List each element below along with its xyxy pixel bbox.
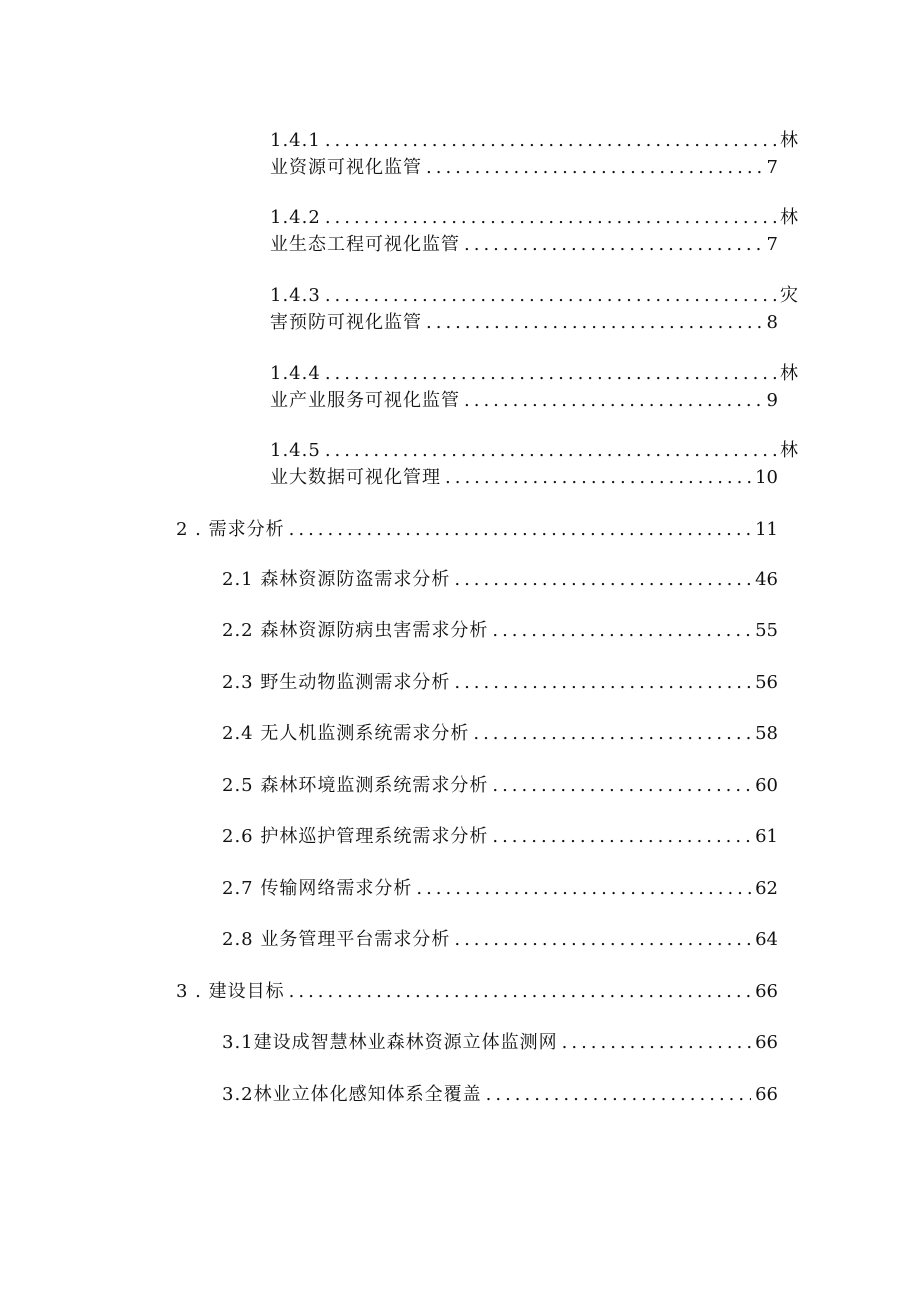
- dot-leader: [426, 311, 763, 335]
- toc-page-number: 11: [755, 519, 778, 540]
- toc-entry-2[interactable]: [176, 518, 778, 542]
- toc-entry-2-7[interactable]: [222, 877, 778, 901]
- dot-leader: [464, 389, 763, 413]
- dot-leader: [289, 518, 751, 542]
- dot-leader: [289, 980, 751, 1004]
- dot-leader: [486, 1083, 751, 1107]
- toc-page-number: 62: [755, 878, 778, 899]
- dot-leader: [473, 722, 751, 746]
- toc-number: 1.4.5: [270, 440, 321, 461]
- toc-title: 3 . 建设目标: [176, 981, 285, 1002]
- dot-leader: [445, 466, 751, 490]
- dot-leader: [325, 284, 776, 308]
- toc-entry-3-2[interactable]: [222, 1083, 778, 1107]
- toc-entry-1-4-2-line1[interactable]: [270, 206, 798, 230]
- toc-page-number: 7: [766, 157, 778, 178]
- toc-page-number: 66: [755, 1032, 778, 1053]
- toc-page-number: 60: [755, 775, 778, 796]
- toc-title-wrap: 林: [780, 130, 798, 151]
- dot-leader: [325, 362, 776, 386]
- toc-page-number: 46: [755, 569, 778, 590]
- toc-entry-2-8[interactable]: [222, 928, 778, 952]
- toc-title: 业大数据可视化管理: [270, 467, 441, 488]
- dot-leader: [454, 568, 751, 592]
- toc-title-wrap: 灾: [780, 285, 798, 306]
- dot-leader: [492, 774, 751, 798]
- toc-title: 业产业服务可视化监管: [270, 390, 460, 411]
- toc-page-number: 66: [755, 981, 778, 1002]
- toc-entry-1-4-3-line1[interactable]: [270, 284, 798, 308]
- toc-entry-3[interactable]: [176, 980, 778, 1004]
- toc-title-wrap: 林: [780, 440, 798, 461]
- toc-title: 2.2 森林资源防病虫害需求分析: [222, 620, 489, 641]
- toc-entry-1-4-4-line1[interactable]: [270, 362, 798, 386]
- toc-title: 2.7 传输网络需求分析: [222, 878, 413, 899]
- dot-leader: [325, 439, 776, 463]
- toc-title: 2.4 无人机监测系统需求分析: [222, 723, 470, 744]
- dot-leader: [454, 928, 751, 952]
- toc-title-wrap: 林: [780, 207, 798, 228]
- toc-page-number: 7: [766, 234, 778, 255]
- toc-page-number: 61: [755, 826, 778, 847]
- dot-leader: [325, 206, 776, 230]
- toc-entry-1-4-5-line1[interactable]: [270, 439, 798, 463]
- toc-entry-2-2[interactable]: [222, 619, 778, 643]
- toc-title: 2.5 森林环境监测系统需求分析: [222, 775, 489, 796]
- toc-entry-1-4-3-line2[interactable]: [270, 311, 778, 335]
- toc-entry-2-4[interactable]: [222, 722, 778, 746]
- dot-leader: [562, 1031, 751, 1055]
- toc-title: 3.1建设成智慧林业森林资源立体监测网: [222, 1032, 558, 1053]
- toc-entry-1-4-1-line1[interactable]: [270, 129, 798, 153]
- toc-entry-1-4-1-line2[interactable]: [270, 156, 778, 180]
- toc-number: 1.4.1: [270, 130, 321, 151]
- toc-entry-1-4-5-line2[interactable]: [270, 466, 778, 490]
- toc-title: 害预防可视化监管: [270, 312, 422, 333]
- toc-page-number: 56: [755, 672, 778, 693]
- toc-number: 1.4.3: [270, 285, 321, 306]
- toc-title: 2.1 森林资源防盗需求分析: [222, 569, 451, 590]
- toc-title: 2.8 业务管理平台需求分析: [222, 929, 451, 950]
- toc-page-number: 8: [766, 312, 778, 333]
- dot-leader: [454, 671, 751, 695]
- toc-entry-2-5[interactable]: [222, 774, 778, 798]
- toc-entry-3-1[interactable]: [222, 1031, 778, 1055]
- toc-title: 2 . 需求分析: [176, 519, 285, 540]
- toc-page-number: 64: [755, 929, 778, 950]
- toc-number: 1.4.2: [270, 207, 321, 228]
- toc-entry-2-6[interactable]: [222, 825, 778, 849]
- toc-title: 业资源可视化监管: [270, 157, 422, 178]
- toc-entry-1-4-2-line2[interactable]: [270, 233, 778, 257]
- toc-page-number: 58: [755, 723, 778, 744]
- toc-entry-1-4-4-line2[interactable]: [270, 389, 778, 413]
- toc-page-number: 10: [755, 467, 778, 488]
- toc-page-number: 9: [766, 390, 778, 411]
- dot-leader: [325, 129, 776, 153]
- toc-title: 2.3 野生动物监测需求分析: [222, 672, 451, 693]
- toc-title: 2.6 护林巡护管理系统需求分析: [222, 826, 489, 847]
- dot-leader: [492, 825, 751, 849]
- toc-title: 业生态工程可视化监管: [270, 234, 460, 255]
- dot-leader: [426, 156, 763, 180]
- toc-entry-2-3[interactable]: [222, 671, 778, 695]
- dot-leader: [416, 877, 751, 901]
- dot-leader: [492, 619, 751, 643]
- toc-entry-2-1[interactable]: [222, 568, 778, 592]
- toc-page-number: 55: [755, 620, 778, 641]
- toc-page-number: 66: [755, 1084, 778, 1105]
- dot-leader: [464, 233, 763, 257]
- toc-title-wrap: 林: [780, 363, 798, 384]
- toc-title: 3.2林业立体化感知体系全覆盖: [222, 1084, 482, 1105]
- toc-number: 1.4.4: [270, 363, 321, 384]
